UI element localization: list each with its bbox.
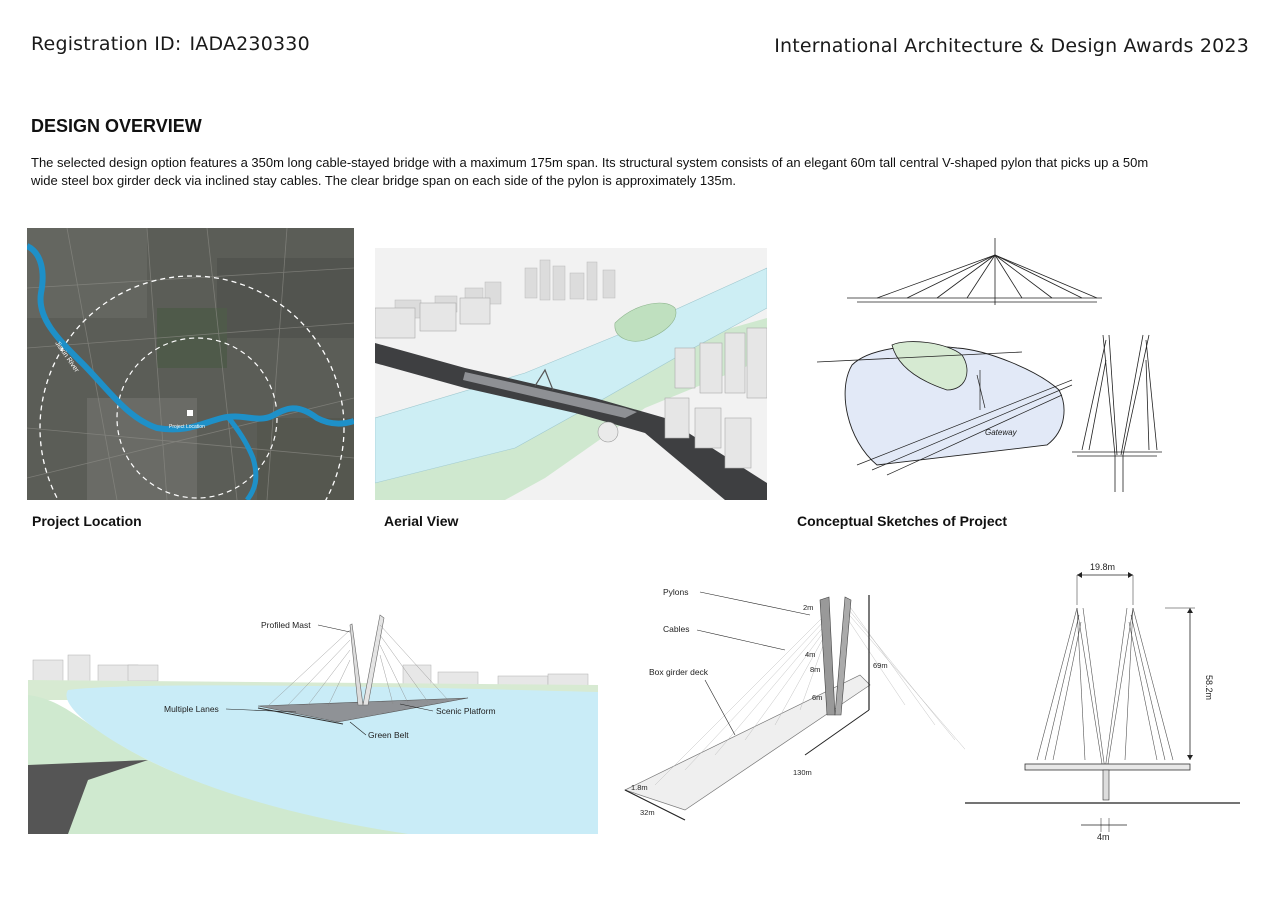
- dim-8m: 8m: [810, 665, 821, 674]
- dim-2m: 2m: [803, 603, 814, 612]
- dim-130m: 130m: [793, 768, 812, 777]
- dim-32m: 32m: [640, 808, 655, 817]
- dim-1-8m: 1.8m: [631, 783, 648, 792]
- registration-label: Registration ID:: [31, 33, 182, 55]
- caption-aerial-view: Aerial View: [384, 513, 459, 529]
- project-location-label: Project Location: [169, 424, 205, 430]
- label-scenic-platform: Scenic Platform: [436, 706, 496, 716]
- label-multiple-lanes: Multiple Lanes: [164, 704, 219, 714]
- caption-project-location: Project Location: [32, 513, 142, 529]
- river-label: Jiaxin River: [53, 340, 80, 374]
- label-green-belt: Green Belt: [368, 730, 409, 740]
- project-location-map: [27, 228, 354, 500]
- dim-69m: 69m: [873, 661, 888, 670]
- axonometric-diagram: [605, 575, 975, 840]
- pylon-elevation: [965, 560, 1245, 845]
- perspective-render: [28, 610, 598, 834]
- label-box-girder: Box girder deck: [649, 667, 709, 677]
- label-profiled-mast: Profiled Mast: [261, 620, 311, 630]
- overview-paragraph: The selected design option features a 350m long cable-stayed bridge with a maximum 175m span. Its structural system consists of an elegant 60m tall central V-shaped pylon that picks up a 50m wide steel box girder deck via inclined stay cables. The clear bridge span on each side of the pylon is approximately 135m.: [31, 155, 1149, 188]
- conceptual-sketches: [797, 230, 1180, 500]
- registration-id: [31, 33, 310, 55]
- registration-value: IADA230330: [189, 33, 310, 55]
- dim-58-2m: 58.2m: [1204, 675, 1214, 701]
- label-cables: Cables: [663, 624, 690, 634]
- sketch-note: Gateway: [985, 428, 1017, 437]
- dim-4m-base: 4m: [1097, 832, 1110, 842]
- label-pylons: Pylons: [663, 587, 689, 597]
- dim-6m: 6m: [812, 693, 823, 702]
- dim-4m: 4m: [805, 650, 816, 659]
- dim-19-8m: 19.8m: [1090, 562, 1116, 572]
- caption-conceptual-sketches: Conceptual Sketches of Project: [797, 513, 1008, 529]
- aerial-view-render: [375, 248, 767, 500]
- section-title: DESIGN OVERVIEW: [31, 116, 202, 136]
- award-title: International Architecture & Design Awards 2023: [774, 35, 1249, 57]
